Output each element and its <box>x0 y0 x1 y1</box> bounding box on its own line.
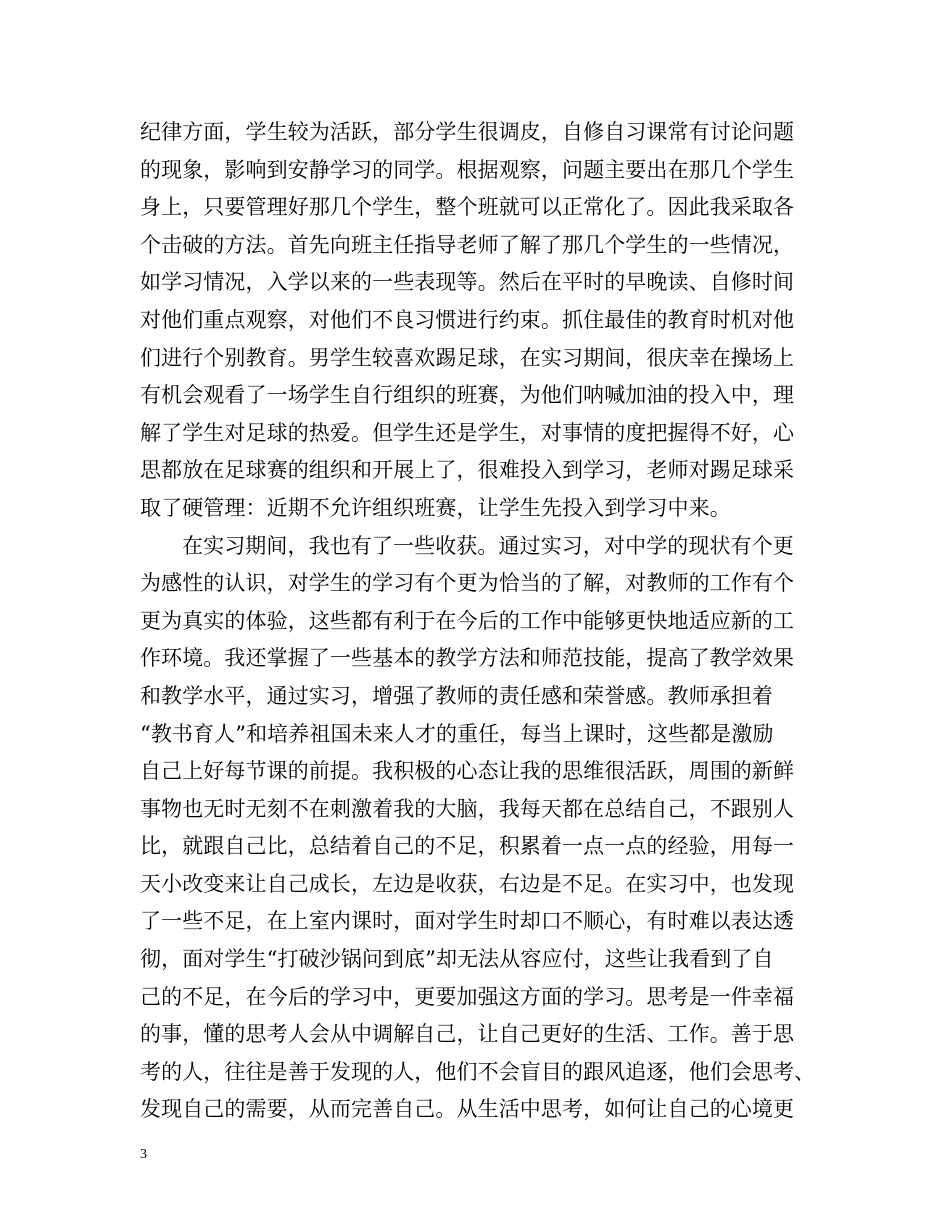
text-line: 身上，只要管理好那几个学生，整个班就可以正常化了。因此我采取各 <box>140 195 795 220</box>
text-line: 思都放在足球赛的组织和开展上了，很难投入到学习，老师对踢足球采 <box>140 458 795 483</box>
text-line: 自己上好每节课的前提。我积极的心态让我的思维很活跃，周围的新鲜 <box>140 759 795 784</box>
text-line: “教书育人”和培养祖国未来人才的重任，每当上课时，这些都是激励 <box>140 721 774 746</box>
text-line: 了一些不足，在上室内课时，面对学生时却口不顺心，有时难以表达透 <box>140 909 795 934</box>
text-line: 纪律方面，学生较为活跃，部分学生很调皮，自修自习课常有讨论问题 <box>140 120 795 144</box>
text-line: 事物也无时无刻不在刺激着我的大脑，我每天都在总结自己，不跟别人 <box>140 796 795 821</box>
text-line: 比，就跟自己比，总结着自己的不足，积累着一点一点的经验，用每一 <box>140 834 795 859</box>
text-line: 更为真实的体验，这些都有利于在今后的工作中能够更快地适应新的工 <box>140 608 795 633</box>
text-line: 发现自己的需要，从而完善自己。从生活中思考，如何让自己的心境更 <box>140 1097 795 1122</box>
text-line: 对他们重点观察，对他们不良习惯进行约束。抓住最佳的教育时机对他 <box>140 307 795 332</box>
text-line: 的事，懂的思考人会从中调解自己，让自己更好的生活、工作。善于思 <box>140 1022 795 1047</box>
text-line: 天小改变来让自己成长，左边是收获，右边是不足。在实习中，也发现 <box>140 871 795 896</box>
text-line: 己的不足，在今后的学习中，更要加强这方面的学习。思考是一件幸福 <box>140 984 795 1009</box>
text-line: 作环境。我还掌握了一些基本的教学方法和师范技能，提高了教学效果 <box>140 646 795 671</box>
paragraph-start-line: 在实习期间，我也有了一些收获。通过实习，对中学的现状有个更 <box>182 533 794 558</box>
text-line: 们进行个别教育。男学生较喜欢踢足球，在实习期间，很庆幸在操场上 <box>140 345 795 370</box>
text-line: 解了学生对足球的热爱。但学生还是学生，对事情的度把握得不好，心 <box>140 420 795 445</box>
text-line: 考的人，往往是善于发现的人，他们不会盲目的跟风追逐，他们会思考、 <box>140 1059 816 1084</box>
text-line: 的现象，影响到安静学习的同学。根据观察，问题主要出在那几个学生 <box>140 157 795 182</box>
body-text <box>140 114 830 1129</box>
text-line: 为感性的认识，对学生的学习有个更为恰当的了解，对教师的工作有个 <box>140 571 795 596</box>
page-number: 3 <box>140 1147 147 1162</box>
text-line: 彻，面对学生“打破沙锅问到底”却无法从容应付，这些让我看到了自 <box>140 947 774 972</box>
text-line: 和教学水平，通过实习，增强了教师的责任感和荣誉感。教师承担着 <box>140 683 773 708</box>
text-line: 有机会观看了一场学生自行组织的班赛，为他们呐喊加油的投入中，理 <box>140 383 795 408</box>
text-line: 个击破的方法。首先向班主任指导老师了解了那几个学生的一些情况， <box>140 232 795 257</box>
text-line: 如学习情况，入学以来的一些表现等。然后在平时的早晚读、自修时间 <box>140 270 795 295</box>
text-line: 取了硬管理：近期不允许组织班赛，让学生先投入到学习中来。 <box>140 495 731 520</box>
